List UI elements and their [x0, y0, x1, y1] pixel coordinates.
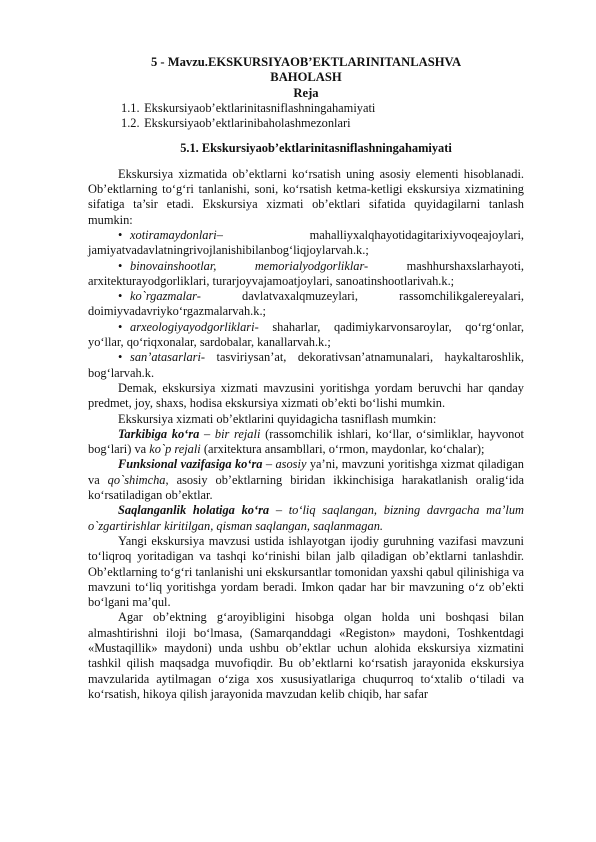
- plan-item-text: Ekskursiyaob’ektlarinitasniflashningahamiyati: [144, 100, 376, 115]
- function-text-1: ya’ni, mavzuni yoritishga xizmat qiladigan va: [88, 457, 525, 487]
- lecture-title: [88, 55, 524, 101]
- composition-type-1: bir rejali: [214, 426, 261, 441]
- bullet-text: davlatvaxalqmuzeylari, rassomchilikgalereyalari, doimiyvadavriyko‘rgazmalarvah.k.;: [88, 289, 524, 319]
- bullet-item: [88, 320, 524, 351]
- yangi-paragraph: Yangi ekskursiya mavzusi ustida ishlayotgan ijodiy guruhning vazifasi mavzuni to‘liqroq yoritadigan va tashqi ko‘rinishi bilan jalb qiladigan ob’ektlarni tanlashdir. Ob’ektlarning to‘g‘ri tanlanishi uni ekskursantlar tomonidan yaxshi qabul qilinishiga va mavzuni to‘liq yoritishga yordam beradi. Imkon qadar har bir mavzuning o‘z ob’ekti bo‘lgani ma’qul.: [88, 533, 524, 610]
- preservation-term: Saqlanganlik holatiga ko‘ra: [118, 503, 270, 518]
- preservation-paragraph: [88, 503, 524, 534]
- plan-item-text: Ekskursiyaob’ektlarinibaholashmezonlari: [144, 116, 351, 131]
- plan-item: [121, 116, 524, 131]
- title-line-2: BAHOLASH: [270, 70, 342, 85]
- title-line-1: 5 - Mavzu.EKSKURSIYAOB’EKTLARINITANLASHVA: [150, 55, 462, 69]
- bullet-icon: •: [118, 258, 123, 273]
- composition-paragraph: [88, 427, 524, 458]
- function-paragraph: [88, 457, 524, 503]
- plan-item: [121, 101, 524, 116]
- plan-list: [121, 101, 524, 132]
- section-heading: 5.1. Ekskursiyaob’ektlarinitasniflashningahamiyati: [180, 141, 452, 156]
- function-type-1: asosiy: [275, 457, 307, 472]
- bullet-item: [88, 289, 524, 320]
- bullet-icon: •: [118, 350, 123, 365]
- bullet-text: tasviriysan’at, dekorativsan’atnamunalari, haykaltaroshlik, bog‘larvah.k.: [88, 350, 524, 380]
- bullet-text: mashhurshaxslarhayoti, arxitekturayodgorliklari, turarjoyvajamoatjoylari, sanoatinshootlarivah.k.;: [88, 258, 524, 288]
- composition-text-2: (arxitektura ansambllari, o‘rmon, maydonlar, ko‘chalar);: [200, 442, 485, 457]
- bullet-term: ko`rgazmalar-: [130, 289, 201, 304]
- demak-paragraph: Demak, ekskursiya xizmati mavzusini yoritishga yordam beruvchi har qanday predmet, joy, shaxs, hodisa ekskursiya xizmati ob’ekti bo‘lishi mumkin.: [88, 380, 524, 411]
- bullet-icon: •: [118, 319, 123, 334]
- bullet-item: [88, 228, 524, 259]
- composition-type-2: ko`p rejali: [149, 442, 201, 457]
- plan-item-number: 1.2.: [121, 116, 140, 131]
- agar-paragraph: Agar ob’ektning g‘aroyibligini hisobga olgan holda uni boshqasi bilan almashtirishni iloji bo‘lmasa, (Samarqanddagi «Registon» maydoni, Toshkentdagi «Mustaqillik» maydoni) unda ushbu ob’ektlar uchun alohida ekskursiya xizmatini tashkil qilish maqsadga muvofiqdir. Bu ob’ektlarni ko‘rsatish jarayonida ekskursiya mavzularida aytilmagan o‘ziga xos xususiyatlariga chuqurroq to‘xtalib o‘tiladi va ko‘rsatish, hikoya qilish jarayonida mavzudan kelib chiqib, har safar: [88, 610, 524, 701]
- document-page: [88, 55, 524, 702]
- dash: –: [262, 457, 276, 472]
- bullet-term: xotiramaydonlari–: [130, 227, 223, 242]
- function-type-2: qo`shimcha: [107, 472, 166, 487]
- bullet-icon: •: [118, 289, 123, 304]
- classification-intro: Ekskursiya xizmati ob’ektlarini quyidagicha tasniflash mumkin:: [118, 411, 437, 426]
- bullet-term: binovainshootlar, memorialyodgorliklar-: [130, 258, 369, 273]
- function-term: Funksional vazifasiga ko‘ra: [118, 457, 263, 472]
- bullet-icon: •: [118, 227, 123, 242]
- bullet-text: mahalliyxalqhayotidagitarixiyvoqeajoylari, jamiyatvadavlatningrivojlanishibilanbog‘liqjoylarvah.k.;: [88, 227, 524, 258]
- plan-item-number: 1.1.: [121, 100, 140, 115]
- intro-paragraph: Ekskursiya xizmatida ob’ektlarni ko‘rsatish uning asosiy elementi hisoblanadi. Ob’ektlarning to‘g‘ri tanlanishi, soni, ko‘rsatish ketma-ketligi ekskursiya xizmatining sifatiga ta’sir etadi. Ekskursiya xizmati ob’ektlari sifatida quyidagilarni tanlash mumkin:: [88, 166, 524, 227]
- dash: –: [199, 426, 215, 441]
- preservation-text: – to‘liq saqlangan, bizning davrgacha ma’lum o`zgartirishlar kiritilgan, qisman saqlangan, saqlanmagan.: [88, 503, 525, 533]
- function-text-2: , asosiy ob’ektlarning biridan ikkinchisiga harakatlanish oralig‘ida ko‘rsatiladigan ob’ektlar.: [88, 472, 525, 503]
- composition-text-1: (rassomchilik ishlari, ko‘llar, o‘simliklar, hayvonot bog‘lari) va: [88, 426, 524, 457]
- bullet-text: shaharlar, qadimiykarvonsaroylar, qo‘rg‘onlar, yo‘llar, qo‘riqxonalar, sardobalar, kanallarvah.k.;: [88, 319, 524, 350]
- bullet-term: arxeologiyayodgorliklari-: [130, 319, 259, 334]
- bullet-term: san’atasarlari-: [130, 350, 206, 365]
- bullet-item: [88, 259, 524, 290]
- composition-term: Tarkibiga ko‘ra: [118, 426, 200, 441]
- bullet-item: [88, 350, 524, 381]
- plan-label: Reja: [293, 85, 319, 100]
